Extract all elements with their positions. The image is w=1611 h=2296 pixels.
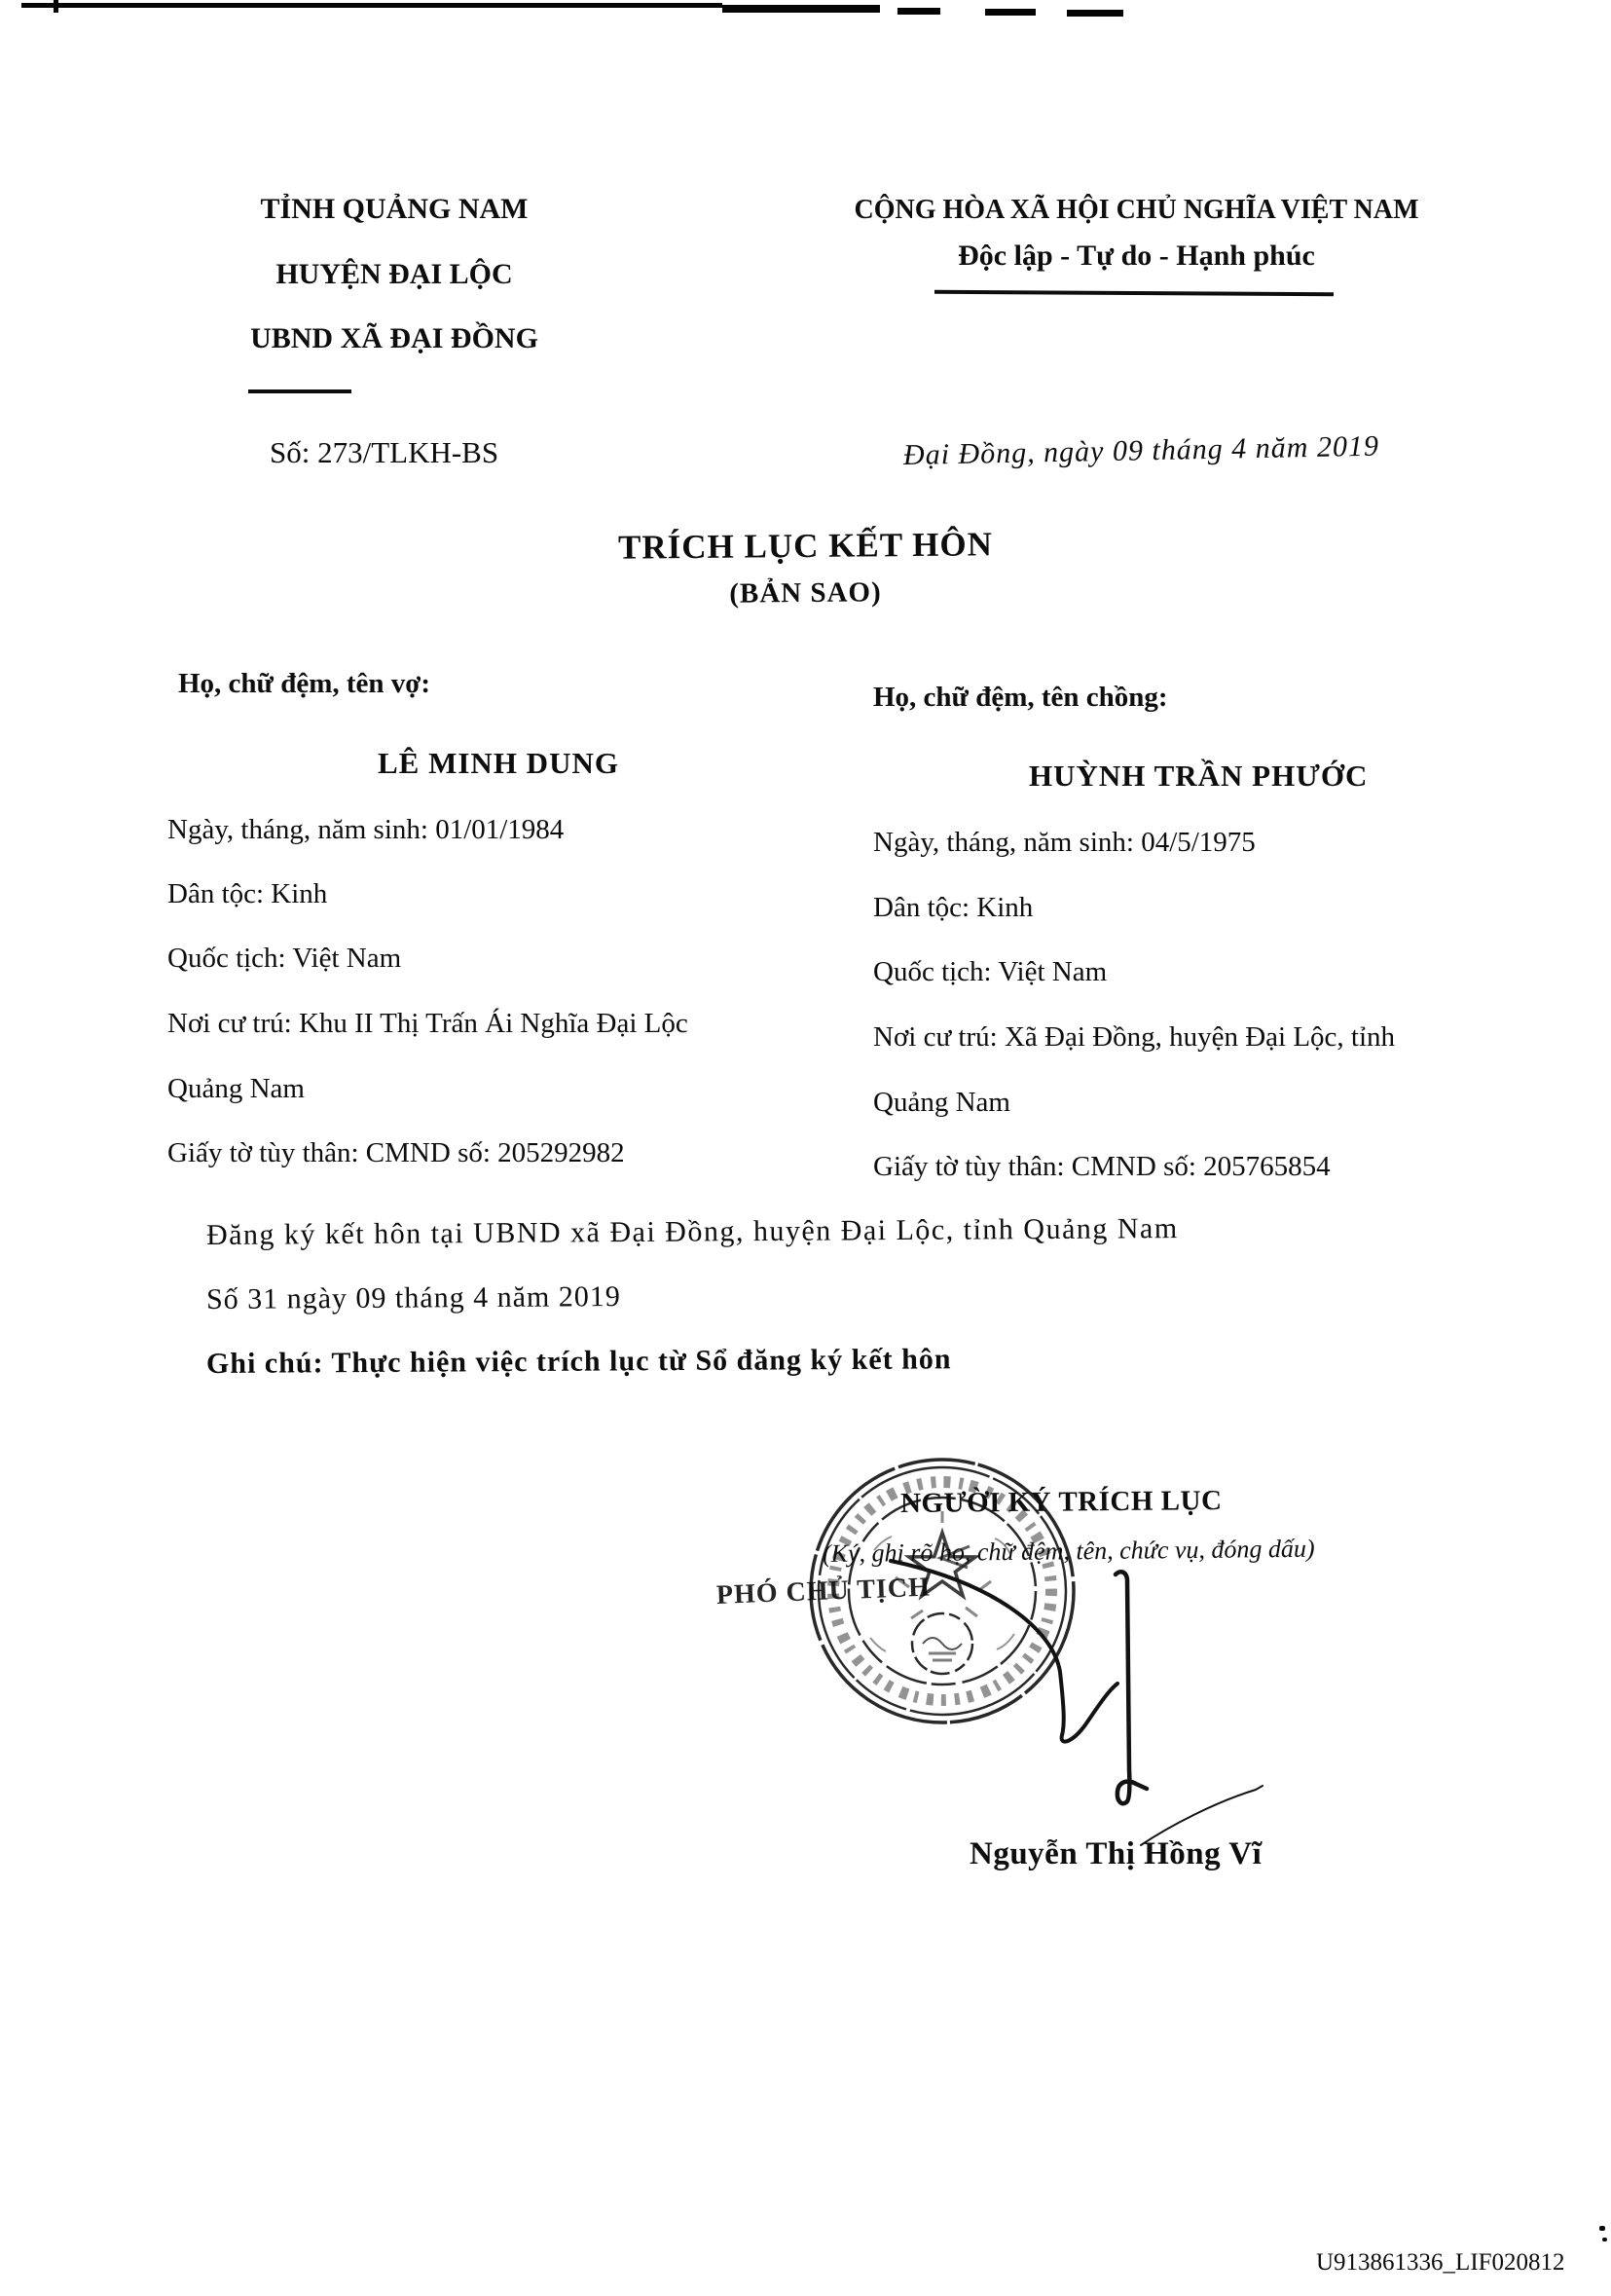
- scan-artifact-dash: [1067, 10, 1123, 17]
- signature-heading: NGƯỜI KÝ TRÍCH LỤC: [899, 1485, 1223, 1519]
- scan-artifact-tick: [54, 0, 58, 13]
- husband-id-document: Giấy tờ tùy thân: CMND số: 205765854: [873, 1151, 1331, 1182]
- scan-artifact-dot: [1602, 2238, 1607, 2241]
- registration-line2: Số 31 ngày 09 tháng 4 năm 2019: [205, 1280, 621, 1315]
- husband-name: HUỲNH TRẦN PHƯỚC: [1029, 759, 1369, 793]
- wife-nationality: Quốc tịch: Việt Nam: [167, 943, 402, 974]
- wife-residence-line2: Quảng Nam: [167, 1073, 305, 1104]
- scan-artifact-line: [21, 3, 722, 8]
- national-header-motto: Độc lập - Tự do - Hạnh phúc: [958, 240, 1315, 272]
- issuer-province: TỈNH QUẢNG NAM: [260, 193, 529, 225]
- wife-label: Họ, chữ đệm, tên vợ:: [178, 668, 430, 699]
- issuer-district: HUYỆN ĐẠI LỘC: [275, 258, 513, 290]
- husband-residence-line1: Nơi cư trú: Xã Đại Đồng, huyện Đại Lộc, tỉnh: [873, 1021, 1396, 1053]
- document-number: Số: 273/TLKH-BS: [270, 435, 499, 469]
- signer-position: PHÓ CHỦ TỊCH: [715, 1572, 932, 1611]
- husband-dob: Ngày, tháng, năm sinh: 04/5/1975: [873, 827, 1256, 858]
- scan-artifact-dash: [897, 8, 940, 15]
- signature-instruction: (Ký, ghi rõ họ, chữ đệm, tên, chức vụ, đóng dấu): [822, 1534, 1315, 1568]
- husband-ethnicity: Dân tộc: Kinh: [873, 892, 1034, 923]
- husband-residence-line2: Quảng Nam: [873, 1087, 1010, 1118]
- place-and-date: Đại Đồng, ngày 09 tháng 4 năm 2019: [902, 429, 1380, 471]
- scan-artifact-line: [722, 5, 880, 13]
- husband-nationality: Quốc tịch: Việt Nam: [873, 956, 1108, 987]
- scan-artifact-dash: [985, 9, 1036, 16]
- document-title: TRÍCH LỤC KẾT HÔN: [617, 525, 994, 567]
- husband-label: Họ, chữ đệm, tên chồng:: [873, 682, 1168, 713]
- footer-reference-code: U913861336_LIF020812: [1316, 2249, 1565, 2276]
- national-header-country: CỘNG HÒA XÃ HỘI CHỦ NGHĨA VIỆT NAM: [854, 195, 1419, 225]
- scan-artifact-dot: [1599, 2226, 1605, 2231]
- motto-underline: [934, 290, 1334, 297]
- wife-name: LÊ MINH DUNG: [378, 746, 619, 780]
- wife-dob: Ngày, tháng, năm sinh: 01/01/1984: [167, 814, 565, 845]
- signer-name: Nguyễn Thị Hồng Vĩ: [970, 1836, 1263, 1871]
- document-subtitle: (BẢN SAO): [729, 576, 882, 610]
- issuer-office: UBND XÃ ĐẠI ĐỒNG: [250, 322, 538, 354]
- handwritten-signature-icon: [876, 1514, 1343, 1972]
- wife-residence-line1: Nơi cư trú: Khu II Thị Trấn Ái Nghĩa Đại Lộc: [167, 1008, 688, 1039]
- wife-ethnicity: Dân tộc: Kinh: [167, 878, 328, 909]
- registration-line1: Đăng ký kết hôn tại UBND xã Đại Đồng, huyện Đại Lộc, tỉnh Quảng Nam: [205, 1212, 1179, 1251]
- wife-id-document: Giấy tờ tùy thân: CMND số: 205292982: [167, 1137, 625, 1168]
- registration-note: Ghi chú: Thực hiện việc trích lục từ Sổ đăng ký kết hôn: [205, 1343, 952, 1380]
- issuer-underline: [248, 389, 351, 393]
